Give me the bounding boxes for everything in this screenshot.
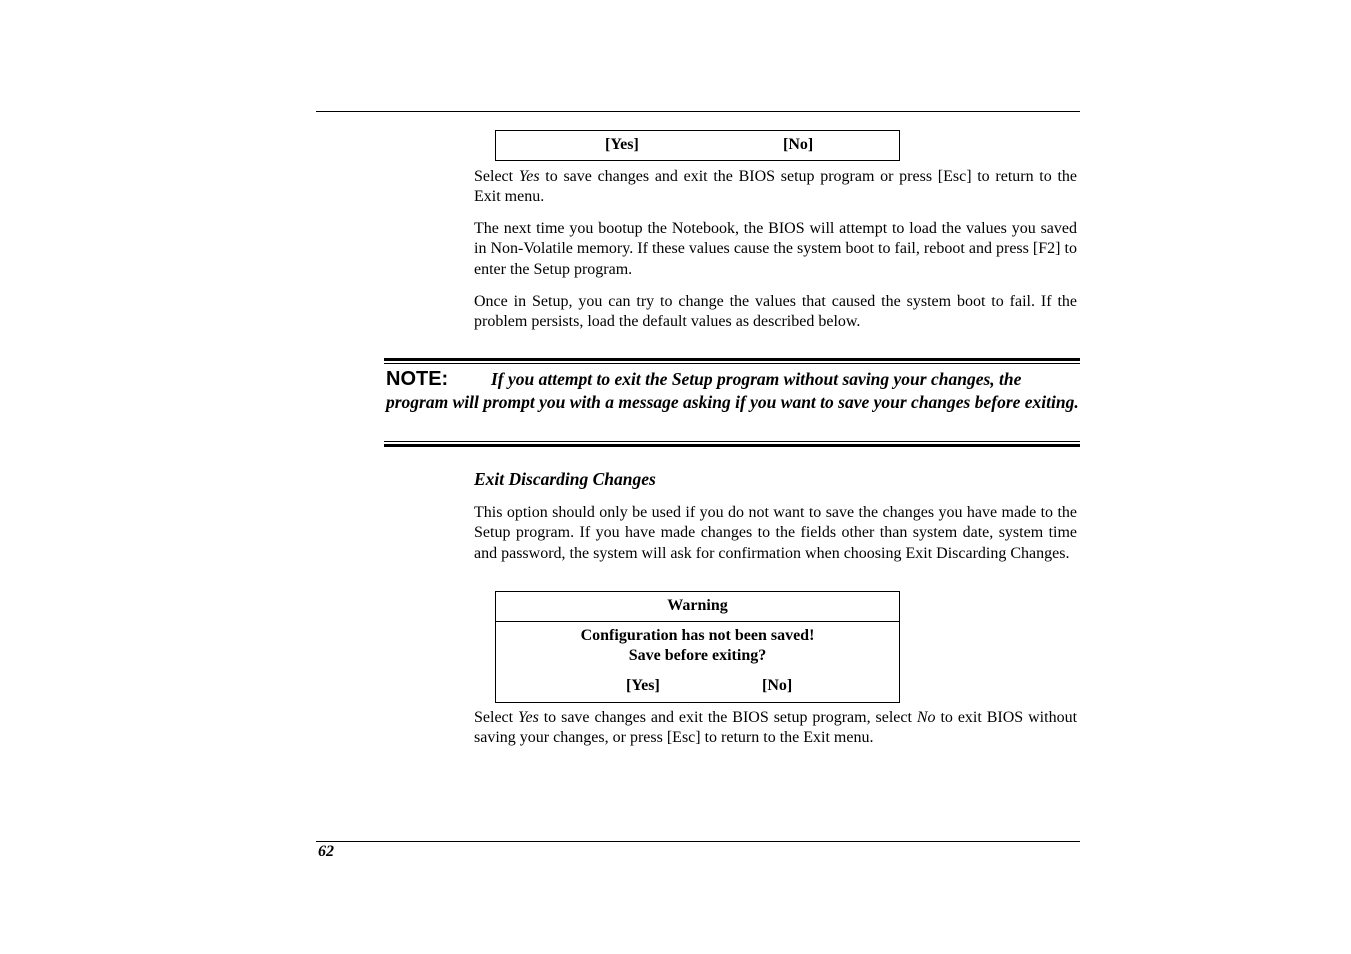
no-option[interactable]: [No] [762,677,793,694]
paragraph-exit-discarding: This option should only be used if you do not want to save the changes you have made to the Setup program. If you have made changes to the fields other than system date, system time and password, the system will ask for confirmation when choosing Exit Discarding Changes. [474,504,1077,562]
no-option[interactable]: [No] [783,136,814,153]
save-confirm-dialog [495,130,900,161]
page-number: 62 [318,843,334,860]
warning-message-line1: Configuration has not been saved! [580,627,815,644]
warning-message-line2: Save before exiting? [628,647,767,664]
note-top-rule [384,358,1080,361]
paragraph-bootup: The next time you bootup the Notebook, the BIOS will attempt to load the values you saved in Non-Volatile memory. If these values cause the system boot to fail, reboot and press [F2] to enter the Setup program. [474,220,1077,278]
warning-divider [496,621,899,622]
paragraph-setup: Once in Setup, you can try to change the values that caused the system boot to fail. If the problem persists, load the default values as described below. [474,293,1077,331]
note [386,368,1080,413]
footer-rule [316,841,1080,842]
note-bottom-rule [384,444,1080,447]
warning-dialog [495,591,900,703]
note-bottom-rule-thin [384,441,1080,442]
section-heading: Exit Discarding Changes [474,469,656,489]
note-text: If you attempt to exit the Setup program without saving your changes, the program will prompt you with a message asking if you want to save your changes before exiting. [386,369,1079,412]
yes-option[interactable]: [Yes] [605,136,639,153]
paragraph-discard-instructions: Select Yes to save changes and exit the BIOS setup program, select No to exit BIOS without saving your changes, or press [Esc] to return to the Exit menu. [474,709,1078,747]
note-top-rule-thin [384,363,1080,364]
note-label: NOTE: [386,368,449,390]
paragraph-save-instructions: Select Yes to save changes and exit the BIOS setup program or press [Esc] to return to the Exit menu. [474,168,1078,206]
header-rule [316,111,1080,112]
warning-title: Warning [667,597,728,614]
yes-option[interactable]: [Yes] [626,677,660,694]
